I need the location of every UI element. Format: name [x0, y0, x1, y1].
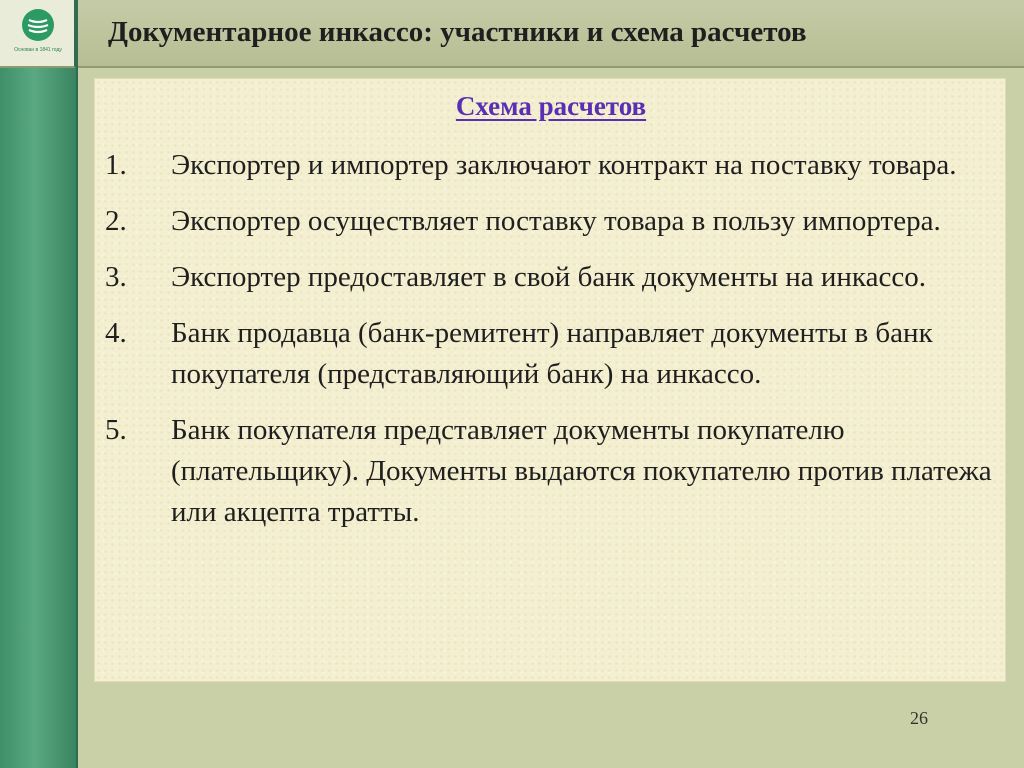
list-item	[105, 201, 995, 242]
list-item	[105, 257, 995, 298]
steps-list	[105, 145, 995, 548]
list-item	[105, 145, 995, 186]
list-item	[105, 410, 995, 533]
page-number: 26	[910, 708, 928, 728]
item-number: 2.	[105, 205, 127, 237]
item-number: 4.	[105, 317, 127, 349]
item-number: 1.	[105, 149, 127, 181]
item-text: Банк продавца (банк-ремитент) направляет документы в банк покупателя (представляющий банк) на инкассо.	[171, 317, 933, 390]
content-panel	[94, 78, 1006, 682]
item-text: Банк покупателя представляет документы покупателю (плательщику). Документы выдаются покупателю против платежа или акцепта тратты.	[171, 414, 992, 528]
section-subtitle: Схема расчетов	[455, 91, 647, 121]
sberbank-logo-icon	[21, 8, 55, 42]
slide-header	[78, 0, 1024, 68]
list-item	[105, 313, 995, 395]
item-number: 3.	[105, 261, 127, 293]
item-text: Экспортер и импортер заключают контракт на поставку товара.	[171, 149, 957, 181]
left-accent-bar	[0, 0, 78, 768]
item-text: Экспортер предоставляет в свой банк документы на инкассо.	[171, 261, 926, 293]
slide-title: Документарное инкассо: участники и схема расчетов	[108, 16, 807, 48]
item-text: Экспортер осуществляет поставку товара в пользу импортера.	[171, 205, 941, 237]
logo	[0, 0, 76, 68]
item-number: 5.	[105, 414, 127, 446]
logo-caption: Основан в 1841 году	[14, 47, 62, 53]
